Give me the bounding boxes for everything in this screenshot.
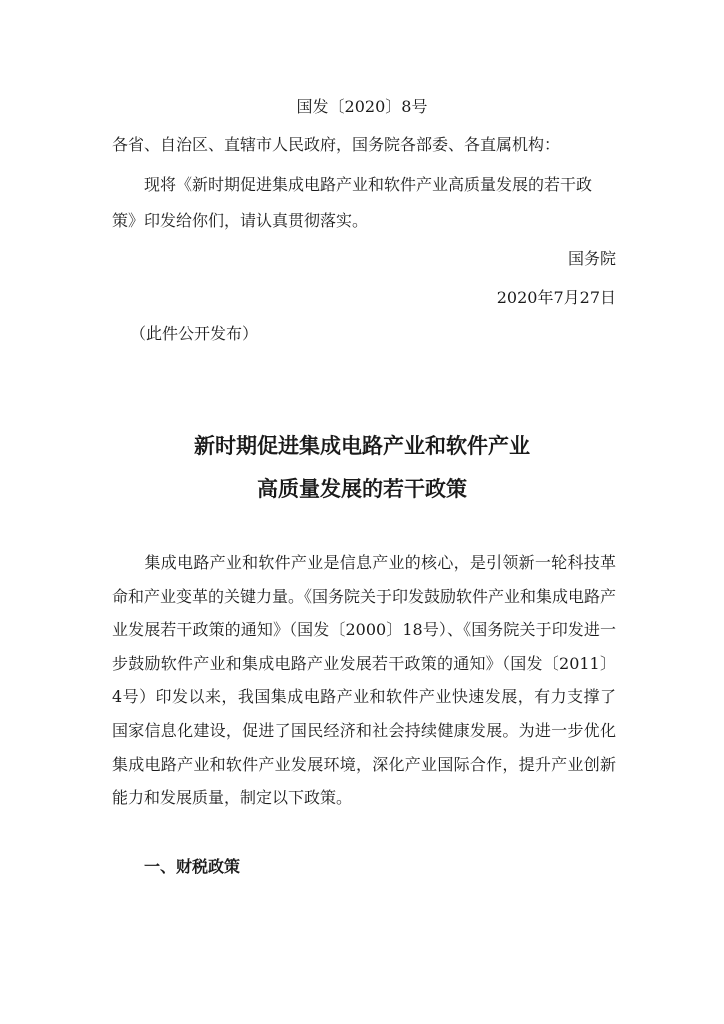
issue-date: 2020年7月27日 <box>496 288 616 307</box>
policy-intro-paragraph: 集成电路产业和软件产业是信息产业的核心，是引领新一轮科技革命和产业变革的关键力量。《国务院关于印发鼓励软件产业和集成电路产业发展若干政策的通知》（国发〔2000〕18号）、《国务院关于印发进一步鼓励软件产业和集成电路产业发展若干政策的通知》（国发〔2011〕4号）印发以来，我国集成电路产业和软件产业快速发展，有力支撑了国家信息化建设，促进了国民经济和社会持续健康发展。为进一步优化集成电路产业和软件产业发展环境，深化产业国际合作，提升产业创新能力和发展质量，制定以下政策。 <box>112 553 617 808</box>
notice-body-line-1: 现将《新时期促进集成电路产业和软件产业高质量发展的若干政 <box>144 175 593 194</box>
section-heading-fiscal-tax: 一、财税政策 <box>144 857 241 876</box>
issuer-signature: 国务院 <box>567 249 616 268</box>
addressee-line: 各省、自治区、直辖市人民政府，国务院各部委、各直属机构： <box>112 135 561 154</box>
document-number: 国发〔2020〕8号 <box>296 97 428 116</box>
policy-title-line-1: 新时期促进集成电路产业和软件产业 <box>194 434 530 458</box>
policy-title-line-2: 高质量发展的若干政策 <box>257 477 467 501</box>
notice-body-line-2: 策》印发给你们，请认真贯彻落实。 <box>112 211 369 230</box>
publication-note: （此件公开发布） <box>130 324 259 343</box>
